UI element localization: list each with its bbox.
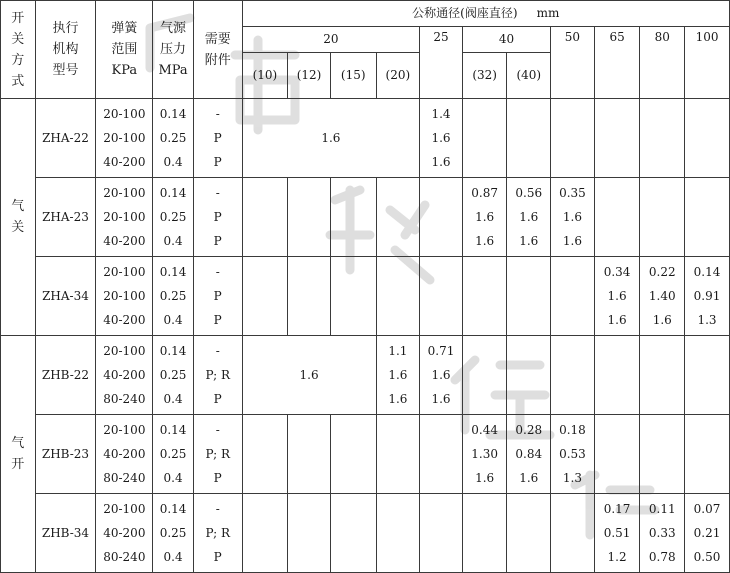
accessory-cell: [193, 99, 242, 178]
cell-line: 0.4: [163, 234, 183, 248]
cell-line: 0.25: [159, 131, 187, 145]
value-cell-c50: [551, 257, 595, 336]
value-cell-c32: [462, 257, 507, 336]
table-row: [1, 415, 730, 494]
header-spring-range: 弹簧 范围 KPa: [96, 1, 153, 99]
value-cell-c40: [507, 178, 551, 257]
cell-line: 40-200: [103, 526, 146, 540]
cell-line: 0.33: [648, 526, 676, 540]
cell-line: 80-240: [103, 392, 146, 406]
span-value-cell: 1.6: [242, 99, 420, 178]
cell-line: 1.30: [471, 447, 498, 461]
value-cell-c50: [551, 178, 595, 257]
cell-line: P: [213, 550, 222, 564]
header-dn-65: 65: [594, 27, 640, 99]
spring-range-cell: [96, 494, 153, 573]
value-cell-c100: [685, 99, 730, 178]
table-row: [1, 494, 730, 573]
cell-line: 1.3: [562, 471, 582, 485]
value-cell-c100: [685, 415, 730, 494]
air-pressure-cell: [153, 494, 194, 573]
cell-line: 1.6: [475, 210, 495, 224]
table-row: [1, 178, 730, 257]
cell-line: -: [215, 107, 220, 121]
model-cell: ZHB-34: [35, 494, 96, 573]
header-dn-100: 100: [685, 27, 730, 99]
cell-line: 0.21: [693, 526, 721, 540]
value-cell-c15: [330, 178, 376, 257]
cell-line: 80-240: [103, 550, 146, 564]
spring-range-cell: [96, 336, 153, 415]
cell-line: 0.51: [603, 526, 631, 540]
value-cell-c50: [551, 336, 595, 415]
value-cell-c80: [640, 257, 685, 336]
cell-line: 0.07: [693, 502, 721, 516]
cell-line: 0.71: [427, 344, 455, 358]
cell-line: 1.6: [562, 234, 582, 248]
cell-line: 0.4: [163, 471, 183, 485]
cell-line: 0.22: [648, 265, 676, 279]
value-cell-d25: [420, 257, 463, 336]
spring-range-cell: [96, 178, 153, 257]
table-row: [1, 336, 730, 415]
cell-line: 1.3: [697, 313, 717, 327]
group-air-close: 气关: [1, 99, 36, 336]
cell-line: 0.84: [515, 447, 543, 461]
cell-line: 0.4: [163, 392, 183, 406]
cell-line: 0.11: [648, 502, 676, 516]
cell-line: 0.25: [159, 526, 187, 540]
cell-line: 0.50: [693, 550, 721, 564]
cell-line: 1.6: [388, 392, 408, 406]
value-cell-c40: [507, 336, 551, 415]
air-pressure-cell: [153, 99, 194, 178]
cell-line: 0.28: [515, 423, 543, 437]
header-seat-15: (15): [330, 53, 376, 99]
air-pressure-cell: [153, 415, 194, 494]
cell-line: 1.40: [648, 289, 676, 303]
cell-line: 1.6: [562, 210, 582, 224]
header-dn-80: 80: [640, 27, 685, 99]
model-cell: ZHA-22: [35, 99, 96, 178]
value-cell-c40: [507, 494, 551, 573]
spring-range-cell: [96, 415, 153, 494]
accessory-cell: [193, 178, 242, 257]
value-cell-c20: [376, 415, 420, 494]
header-seat-32: (32): [462, 53, 507, 99]
value-cell-c65: [594, 178, 640, 257]
cell-line: 0.14: [159, 502, 187, 516]
value-cell-d25: [420, 99, 463, 178]
header-model: 执行 机构 型号: [35, 1, 96, 99]
value-cell-c40: [507, 415, 551, 494]
cell-line: 40-200: [103, 447, 146, 461]
cell-line: 1.4: [431, 107, 451, 121]
cell-line: P: [213, 392, 222, 406]
value-cell-c40: [507, 257, 551, 336]
cell-line: 0.25: [159, 447, 187, 461]
cell-line: P: [213, 289, 222, 303]
value-cell-c32: [462, 494, 507, 573]
cell-line: 40-200: [103, 313, 146, 327]
cell-line: 0.34: [603, 265, 631, 279]
cell-line: 1.6: [475, 234, 495, 248]
cell-line: 1.2: [607, 550, 627, 564]
value-cell-c100: [685, 178, 730, 257]
cell-line: 1.6: [607, 313, 627, 327]
cell-line: -: [215, 502, 220, 516]
cell-line: 20-100: [103, 344, 146, 358]
value-cell-c40: [507, 99, 551, 178]
cell-line: 20-100: [103, 502, 146, 516]
cell-line: 20-100: [103, 289, 146, 303]
accessory-cell: [193, 336, 242, 415]
cell-line: P: [213, 313, 222, 327]
value-cell-c20: [376, 257, 420, 336]
value-cell-c20: [376, 494, 420, 573]
cell-line: 1.6: [388, 368, 408, 382]
cell-line: 1.6: [431, 155, 451, 169]
cell-line: 1.6: [431, 131, 451, 145]
value-cell-c12: [288, 178, 331, 257]
cell-line: 0.25: [159, 368, 187, 382]
cell-line: 20-100: [103, 210, 146, 224]
cell-line: 0.17: [603, 502, 631, 516]
value-cell-c50: [551, 415, 595, 494]
table-row: [1, 99, 730, 178]
cell-line: P: [213, 210, 222, 224]
cell-line: P; R: [205, 526, 230, 540]
value-cell-c12: [288, 415, 331, 494]
value-cell-c32: [462, 415, 507, 494]
cell-line: 0.53: [559, 447, 586, 461]
value-cell-c12: [288, 494, 331, 573]
cell-line: 0.18: [559, 423, 586, 437]
value-cell-c65: [594, 494, 640, 573]
cell-line: 40-200: [103, 234, 146, 248]
cell-line: 1.6: [652, 313, 672, 327]
cell-line: 0.14: [159, 107, 187, 121]
cell-line: 1.6: [431, 368, 451, 382]
value-cell-c12: [288, 257, 331, 336]
cell-line: P: [213, 155, 222, 169]
cell-line: P: [213, 471, 222, 485]
value-cell-c50: [551, 99, 595, 178]
cell-line: 0.78: [648, 550, 676, 564]
span-value-cell: 1.6: [242, 336, 376, 415]
cell-line: -: [215, 186, 220, 200]
value-cell-c15: [330, 415, 376, 494]
value-cell-d25: [420, 336, 463, 415]
air-pressure-cell: [153, 178, 194, 257]
cell-line: 0.25: [159, 289, 187, 303]
header-seat-12: (12): [288, 53, 331, 99]
cell-line: 20-100: [103, 131, 146, 145]
spring-range-cell: [96, 257, 153, 336]
group-air-open: 气开: [1, 336, 36, 573]
value-cell-d25: [420, 494, 463, 573]
cell-line: P: [213, 131, 222, 145]
value-cell-c20: [376, 178, 420, 257]
header-seat-10: (10): [242, 53, 288, 99]
spring-range-cell: [96, 99, 153, 178]
cell-line: 40-200: [103, 368, 146, 382]
accessory-cell: [193, 494, 242, 573]
header-nominal-diameter: 公称通径(阀座直径) mm: [242, 1, 729, 27]
value-cell-d25: [420, 178, 463, 257]
value-cell-c80: [640, 336, 685, 415]
cell-line: 1.6: [607, 289, 627, 303]
cell-line: 80-240: [103, 471, 146, 485]
value-cell-c32: [462, 178, 507, 257]
cell-line: 20-100: [103, 186, 146, 200]
cell-line: 0.14: [159, 265, 187, 279]
value-cell-c10: [242, 257, 288, 336]
value-cell-c65: [594, 257, 640, 336]
value-cell-c10: [242, 178, 288, 257]
header-air-pressure: 气源 压力 MPa: [153, 1, 194, 99]
cell-line: P; R: [205, 447, 230, 461]
model-cell: ZHA-23: [35, 178, 96, 257]
value-cell-c80: [640, 178, 685, 257]
value-cell-c65: [594, 415, 640, 494]
value-cell-c10: [242, 494, 288, 573]
cell-line: P: [213, 234, 222, 248]
header-seat-20: (20): [376, 53, 420, 99]
header-accessories: 需要 附件: [193, 1, 242, 99]
header-dn-40: 40: [462, 27, 550, 53]
cell-line: 0.25: [159, 210, 187, 224]
value-cell-c65: [594, 336, 640, 415]
header-dn-25: 25: [420, 27, 463, 99]
cell-line: 0.4: [163, 550, 183, 564]
table-row: [1, 257, 730, 336]
header-switch-mode: 开关方式: [1, 1, 36, 99]
value-cell-c32: [462, 336, 507, 415]
cell-line: 0.56: [515, 186, 543, 200]
cell-line: 20-100: [103, 423, 146, 437]
cell-line: 1.6: [431, 392, 451, 406]
value-cell-c100: [685, 257, 730, 336]
cell-line: 1.6: [519, 234, 539, 248]
cell-line: 1.6: [475, 471, 495, 485]
cell-line: 0.4: [163, 155, 183, 169]
model-cell: ZHA-34: [35, 257, 96, 336]
header-dn-20: 20: [242, 27, 420, 53]
cell-line: 20-100: [103, 107, 146, 121]
cell-line: 1.6: [519, 471, 539, 485]
air-pressure-cell: [153, 336, 194, 415]
value-cell-c80: [640, 99, 685, 178]
value-cell-c65: [594, 99, 640, 178]
header-seat-40: (40): [507, 53, 551, 99]
header-dn-50: 50: [551, 27, 595, 99]
air-pressure-cell: [153, 257, 194, 336]
cell-line: 0.87: [471, 186, 498, 200]
value-cell-c50: [551, 494, 595, 573]
cell-line: 0.91: [693, 289, 721, 303]
cell-line: 0.44: [471, 423, 498, 437]
cell-line: 1.6: [519, 210, 539, 224]
value-cell-c100: [685, 494, 730, 573]
cell-line: -: [215, 423, 220, 437]
cell-line: P; R: [205, 368, 230, 382]
cell-line: 40-200: [103, 155, 146, 169]
value-cell-c20: [376, 336, 420, 415]
cell-line: 0.4: [163, 313, 183, 327]
cell-line: -: [215, 344, 220, 358]
cell-line: 20-100: [103, 265, 146, 279]
accessory-cell: [193, 257, 242, 336]
cell-line: -: [215, 265, 220, 279]
cell-line: 0.35: [559, 186, 586, 200]
value-cell-c15: [330, 257, 376, 336]
value-cell-c10: [242, 415, 288, 494]
value-cell-d25: [420, 415, 463, 494]
model-cell: ZHB-22: [35, 336, 96, 415]
cell-line: 0.14: [159, 186, 187, 200]
value-cell-c32: [462, 99, 507, 178]
value-cell-c80: [640, 494, 685, 573]
accessory-cell: [193, 415, 242, 494]
cell-line: 0.14: [159, 423, 187, 437]
cell-line: 1.1: [388, 344, 408, 358]
value-cell-c80: [640, 415, 685, 494]
value-cell-c15: [330, 494, 376, 573]
cell-line: 0.14: [159, 344, 187, 358]
value-cell-c100: [685, 336, 730, 415]
model-cell: ZHB-23: [35, 415, 96, 494]
cell-line: 0.14: [693, 265, 721, 279]
